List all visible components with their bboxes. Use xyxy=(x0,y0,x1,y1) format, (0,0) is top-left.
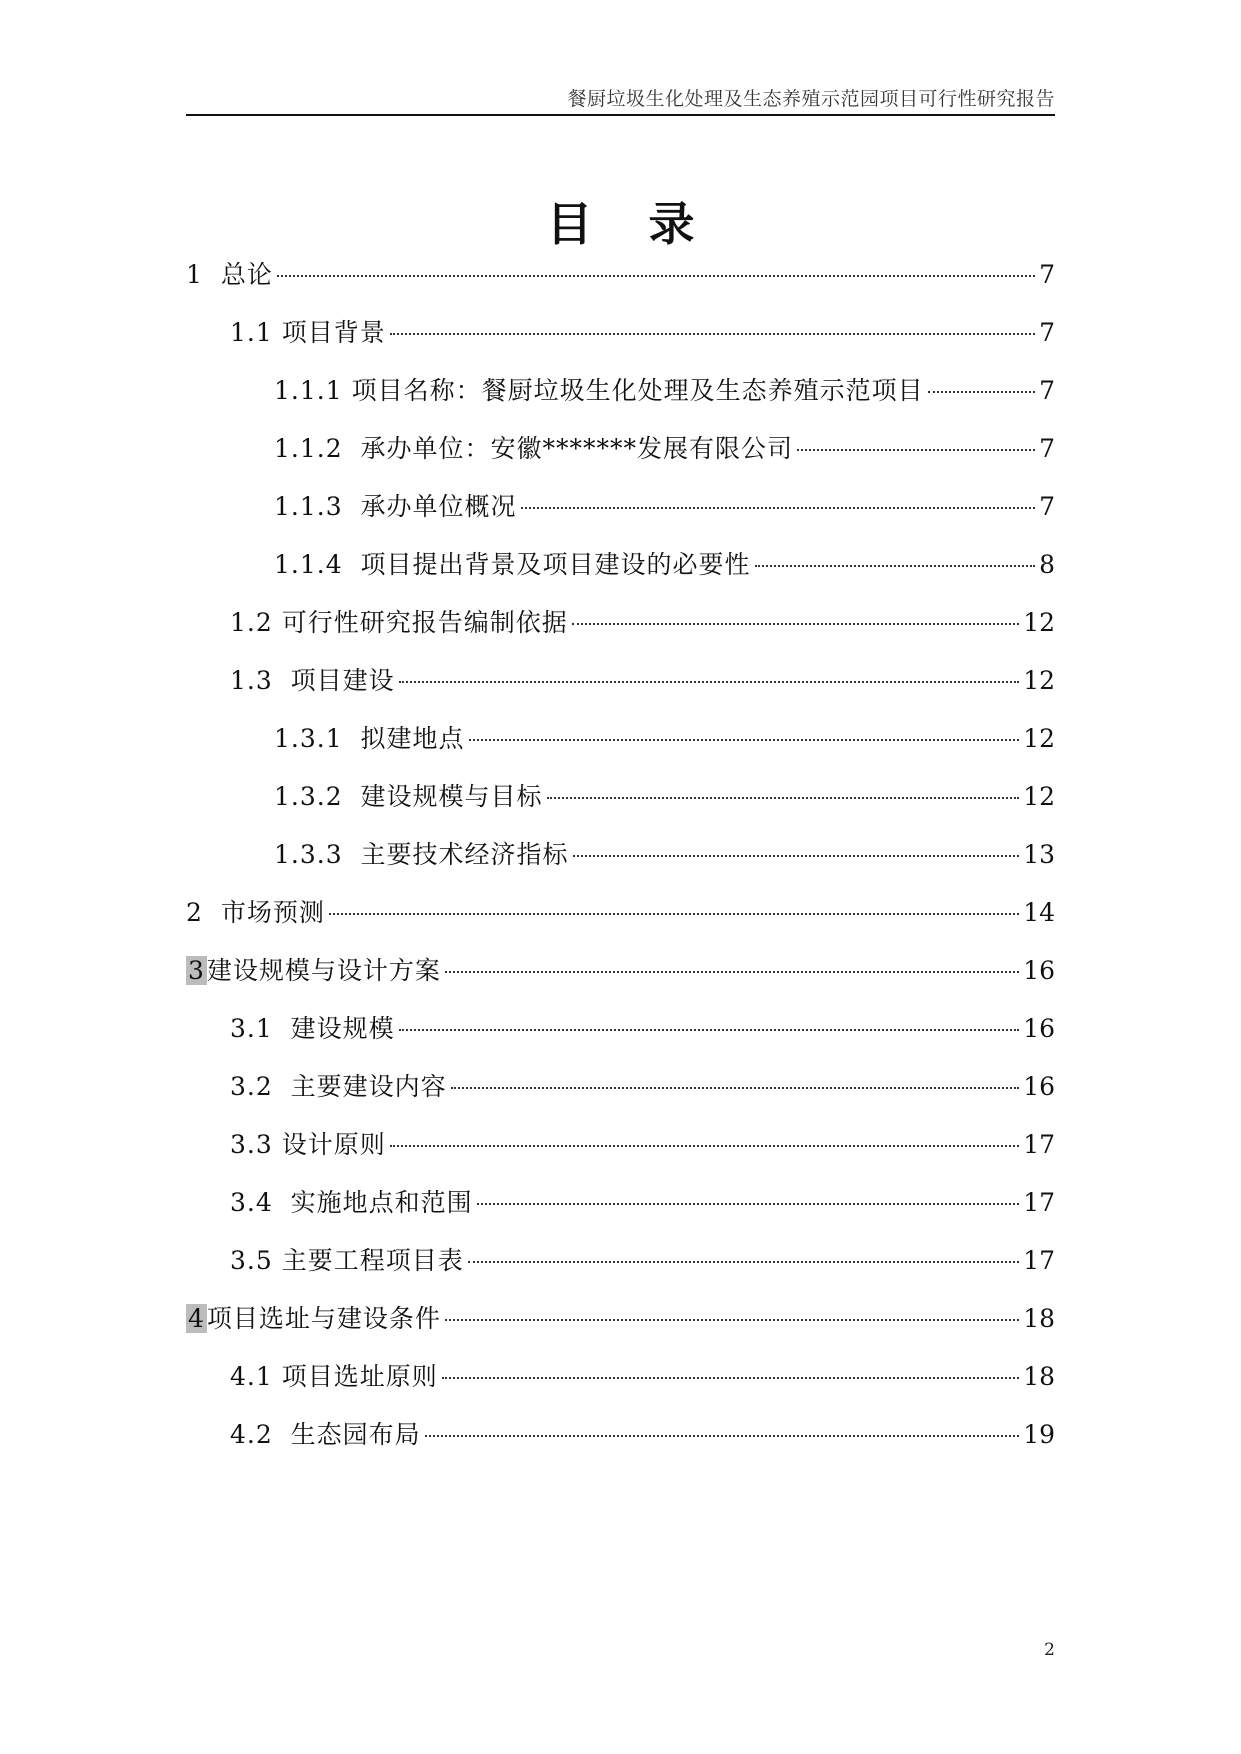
dot-leader xyxy=(445,1319,1019,1321)
toc-entry-number: 4.2 xyxy=(230,1420,273,1449)
toc-entry-label: 实施地点和范围 xyxy=(290,1188,473,1217)
toc-entry-label: 主要技术经济指标 xyxy=(360,840,569,869)
toc-entry[interactable] xyxy=(230,1357,1055,1397)
dot-leader xyxy=(329,913,1019,915)
toc-entry-number: 3.2 xyxy=(230,1072,273,1101)
toc-entry[interactable] xyxy=(274,371,1055,411)
toc-entry-number: 1.3.2 xyxy=(274,782,343,811)
toc-entry-label: 承办单位：安徽*******发展有限公司 xyxy=(360,434,794,463)
toc-entry-label: 主要建设内容 xyxy=(290,1072,447,1101)
toc-entry-label: 拟建地点 xyxy=(360,724,465,753)
toc-entry-label: 建设规模与目标 xyxy=(360,782,543,811)
toc-entry-page: 12 xyxy=(1023,666,1055,695)
toc-entry[interactable] xyxy=(230,661,1055,701)
toc-entry-number: 3.3 xyxy=(230,1130,273,1159)
toc-entry[interactable] xyxy=(274,835,1055,875)
toc-entry-label: 项目选址与建设条件 xyxy=(206,1304,441,1333)
toc-entry-page: 12 xyxy=(1023,782,1055,811)
toc-entry-page: 12 xyxy=(1023,608,1055,637)
toc-entry-number: 1.2 xyxy=(230,608,273,637)
toc-entry[interactable] xyxy=(230,1241,1055,1281)
toc-entry-page: 17 xyxy=(1023,1130,1055,1159)
toc-entry[interactable] xyxy=(186,255,1055,295)
toc-entry-label: 市场预测 xyxy=(220,898,325,927)
toc-entry-label: 项目建设 xyxy=(290,666,395,695)
dot-leader xyxy=(390,1145,1019,1147)
dot-leader xyxy=(797,449,1035,451)
toc-entry[interactable] xyxy=(230,603,1055,643)
toc-entry-label: 承办单位概况 xyxy=(360,492,517,521)
toc-entry-number: 1.3.3 xyxy=(274,840,343,869)
toc-entry-number: 1.1.2 xyxy=(274,434,343,463)
toc-entry-page: 7 xyxy=(1039,260,1055,289)
toc-entry-label: 可行性研究报告编制依据 xyxy=(281,608,568,637)
toc-entry-page: 18 xyxy=(1023,1362,1055,1391)
toc-entry-number: 1.1.3 xyxy=(274,492,343,521)
dot-leader xyxy=(399,681,1020,683)
toc-entry-number: 3.5 xyxy=(230,1246,273,1275)
toc-entry-label: 项目提出背景及项目建设的必要性 xyxy=(360,550,751,579)
toc-entry-page: 13 xyxy=(1023,840,1055,869)
toc-entry-number: 3 xyxy=(188,956,205,985)
toc-entry-label: 生态园布局 xyxy=(290,1420,421,1449)
toc-entry[interactable] xyxy=(274,545,1055,585)
toc-title xyxy=(0,188,1241,254)
toc-entry-label: 主要工程项目表 xyxy=(281,1246,464,1275)
toc-entry-page: 7 xyxy=(1039,318,1055,347)
toc-entry[interactable] xyxy=(230,1183,1055,1223)
toc-entry-page: 18 xyxy=(1023,1304,1055,1333)
toc-entry-page: 16 xyxy=(1023,1014,1055,1043)
toc-entry-page: 7 xyxy=(1039,492,1055,521)
toc-title-right: 录 xyxy=(648,197,695,251)
toc-entry-page: 16 xyxy=(1023,956,1055,985)
toc-entry-page: 17 xyxy=(1023,1188,1055,1217)
dot-leader xyxy=(425,1435,1020,1437)
toc-entry-page: 17 xyxy=(1023,1246,1055,1275)
toc-entry-label: 建设规模 xyxy=(290,1014,395,1043)
dot-leader xyxy=(442,1377,1019,1379)
dot-leader xyxy=(477,1203,1020,1205)
toc-title-left: 目 xyxy=(546,197,593,251)
toc-entry-number: 4 xyxy=(188,1304,205,1333)
dot-leader xyxy=(547,797,1020,799)
toc-entry-label: 项目背景 xyxy=(281,318,386,347)
running-header: 餐厨垃圾生化处理及生态养殖示范园项目可行性研究报告 xyxy=(567,88,1055,110)
header-rule xyxy=(186,114,1055,116)
toc-entry[interactable] xyxy=(186,951,1055,991)
toc-entry-number: 1.1.1 xyxy=(274,376,343,405)
dot-leader xyxy=(468,1261,1019,1263)
toc-entry[interactable] xyxy=(230,1067,1055,1107)
page-number: 2 xyxy=(1044,1640,1055,1660)
toc-entry-label: 项目选址原则 xyxy=(281,1362,438,1391)
toc-entry[interactable] xyxy=(274,429,1055,469)
toc-entry-label: 项目名称：餐厨垃圾生化处理及生态养殖示范项目 xyxy=(351,376,924,405)
dot-leader xyxy=(451,1087,1020,1089)
toc-entry-page: 7 xyxy=(1039,376,1055,405)
toc-entry[interactable] xyxy=(274,487,1055,527)
toc-entry-page: 8 xyxy=(1039,550,1055,579)
toc-entry[interactable] xyxy=(230,1009,1055,1049)
toc-entry-number: 1.3 xyxy=(230,666,273,695)
toc-entry-number: 1 xyxy=(186,260,203,289)
toc-entry[interactable] xyxy=(186,893,1055,933)
toc-entry[interactable] xyxy=(274,719,1055,759)
dot-leader xyxy=(390,333,1035,335)
toc-entry[interactable] xyxy=(230,313,1055,353)
toc-entry-number: 3.1 xyxy=(230,1014,273,1043)
dot-leader xyxy=(277,275,1035,277)
toc-entry-number: 1.1.4 xyxy=(274,550,343,579)
toc-entry-label: 建设规模与设计方案 xyxy=(206,956,441,985)
dot-leader xyxy=(399,1029,1020,1031)
toc-entry-number: 4.1 xyxy=(230,1362,273,1391)
toc-entry-page: 14 xyxy=(1023,898,1055,927)
toc-entry-number: 2 xyxy=(186,898,203,927)
dot-leader xyxy=(572,623,1019,625)
dot-leader xyxy=(445,971,1019,973)
toc-entry-page: 16 xyxy=(1023,1072,1055,1101)
toc-entry[interactable] xyxy=(230,1125,1055,1165)
toc-entry-label: 设计原则 xyxy=(281,1130,386,1159)
toc-entry[interactable] xyxy=(186,1299,1055,1339)
dot-leader xyxy=(928,391,1036,393)
toc-entry-label: 总论 xyxy=(220,260,273,289)
toc-entry-number: 1.3.1 xyxy=(274,724,343,753)
toc-entry-page: 12 xyxy=(1023,724,1055,753)
dot-leader xyxy=(755,565,1036,567)
dot-leader xyxy=(521,507,1036,509)
toc-entry[interactable] xyxy=(230,1415,1055,1455)
toc-entry-page: 19 xyxy=(1023,1420,1055,1449)
dot-leader xyxy=(469,739,1020,741)
toc-entry[interactable] xyxy=(274,777,1055,817)
toc-entry-number: 3.4 xyxy=(230,1188,273,1217)
toc-entry-page: 7 xyxy=(1039,434,1055,463)
dot-leader xyxy=(573,855,1020,857)
toc-entry-number: 1.1 xyxy=(230,318,273,347)
